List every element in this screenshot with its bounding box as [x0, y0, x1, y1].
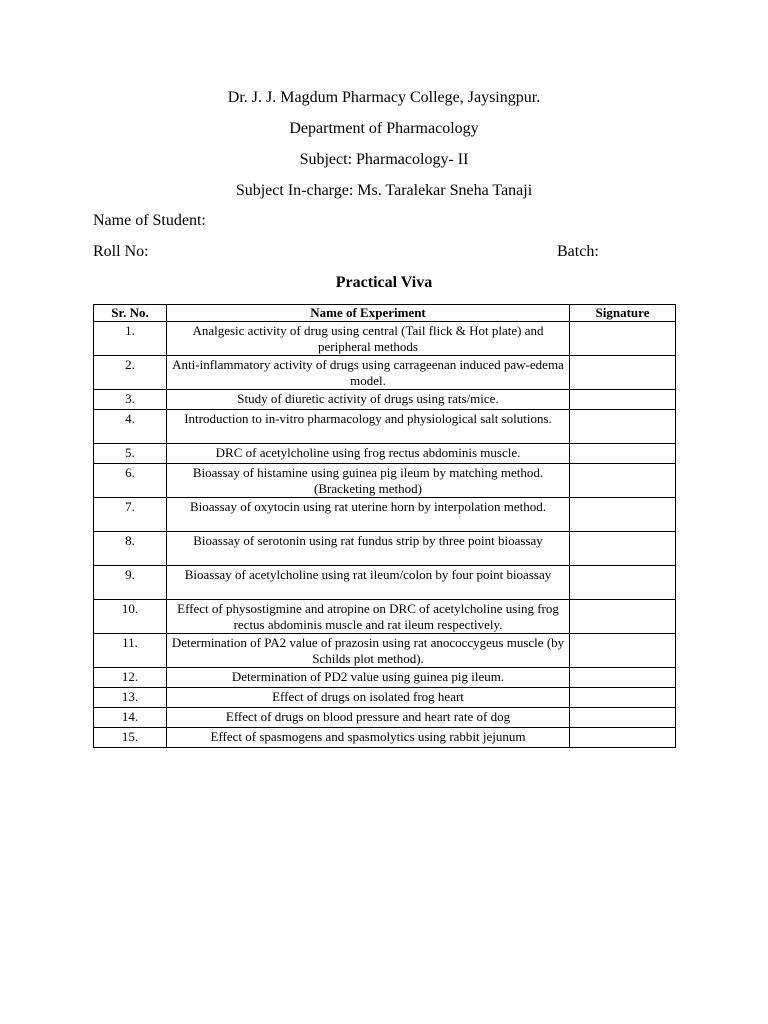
table-row	[94, 668, 676, 688]
table-row	[94, 708, 676, 728]
college-name: Dr. J. J. Magdum Pharmacy College, Jaysingpur.	[227, 89, 541, 106]
sr-no-cell: 4.	[94, 410, 167, 444]
sr-no-cell: 11.	[94, 634, 167, 668]
sr-no-cell: 15.	[94, 728, 167, 748]
table-row	[94, 634, 676, 668]
experiment-cell: Anti-inflammatory activity of drugs using carrageenan induced paw-edema model.	[167, 356, 570, 390]
sr-no-cell: 8.	[94, 532, 167, 566]
experiment-cell: Bioassay of oxytocin using rat uterine horn by interpolation method.	[167, 498, 570, 532]
sr-no-cell: 14.	[94, 708, 167, 728]
experiment-cell: Determination of PD2 value using guinea pig ileum.	[167, 668, 570, 688]
sr-no-cell: 3.	[94, 390, 167, 410]
signature-cell	[570, 566, 676, 600]
table-row	[94, 464, 676, 498]
table-row	[94, 688, 676, 708]
sr-no-cell: 7.	[94, 498, 167, 532]
signature-header: Signature	[570, 305, 676, 322]
signature-cell	[570, 322, 676, 356]
experiment-cell: Effect of drugs on blood pressure and heart rate of dog	[167, 708, 570, 728]
signature-cell	[570, 498, 676, 532]
experiment-cell: DRC of acetylcholine using frog rectus abdominis muscle.	[167, 444, 570, 464]
experiment-cell: Bioassay of acetylcholine using rat ileum/colon by four point bioassay	[167, 566, 570, 600]
signature-cell	[570, 668, 676, 688]
sr-no-cell: 10.	[94, 600, 167, 634]
experiment-header: Name of Experiment	[167, 305, 570, 322]
sr-no-cell: 12.	[94, 668, 167, 688]
subject-incharge-line: Subject In-charge: Ms. Taralekar Sneha Tanaji	[235, 182, 533, 199]
sr-no-cell: 9.	[94, 566, 167, 600]
signature-cell	[570, 728, 676, 748]
signature-cell	[570, 444, 676, 464]
section-title: Practical Viva	[335, 274, 433, 291]
experiments-table	[93, 304, 676, 748]
roll-no-label: Roll No:	[93, 243, 149, 260]
sr-no-header: Sr. No.	[94, 305, 167, 322]
subject-line: Subject: Pharmacology- II	[299, 151, 469, 168]
sr-no-cell: 2.	[94, 356, 167, 390]
batch-label: Batch:	[557, 243, 599, 260]
table-row	[94, 444, 676, 464]
table-header-row	[94, 305, 676, 322]
signature-cell	[570, 410, 676, 444]
signature-cell	[570, 532, 676, 566]
experiment-cell: Bioassay of serotonin using rat fundus strip by three point bioassay	[167, 532, 570, 566]
sr-no-cell: 1.	[94, 322, 167, 356]
signature-cell	[570, 708, 676, 728]
table-row	[94, 600, 676, 634]
signature-cell	[570, 688, 676, 708]
table-row	[94, 356, 676, 390]
sr-no-cell: 6.	[94, 464, 167, 498]
sr-no-cell: 5.	[94, 444, 167, 464]
experiment-cell: Effect of spasmogens and spasmolytics using rabbit jejunum	[167, 728, 570, 748]
experiment-cell: Study of diuretic activity of drugs using rats/mice.	[167, 390, 570, 410]
experiment-cell: Effect of drugs on isolated frog heart	[167, 688, 570, 708]
table-row	[94, 390, 676, 410]
sr-no-cell: 13.	[94, 688, 167, 708]
table-row	[94, 322, 676, 356]
table-row	[94, 410, 676, 444]
signature-cell	[570, 356, 676, 390]
experiment-cell: Determination of PA2 value of prazosin using rat anococcygeus muscle (by Schilds plot method).	[167, 634, 570, 668]
table-row	[94, 532, 676, 566]
signature-cell	[570, 464, 676, 498]
experiment-cell: Analgesic activity of drug using central (Tail flick & Hot plate) and peripheral methods	[167, 322, 570, 356]
table-row	[94, 498, 676, 532]
student-name-label: Name of Student:	[93, 212, 206, 229]
table-row	[94, 566, 676, 600]
department-name: Department of Pharmacology	[289, 120, 479, 137]
experiment-cell: Introduction to in-vitro pharmacology and physiological salt solutions.	[167, 410, 570, 444]
experiment-cell: Effect of physostigmine and atropine on DRC of acetylcholine using frog rectus abdominis muscle and rat ileum respectively.	[167, 600, 570, 634]
signature-cell	[570, 390, 676, 410]
table-row	[94, 728, 676, 748]
signature-cell	[570, 600, 676, 634]
experiment-cell: Bioassay of histamine using guinea pig ileum by matching method. (Bracketing method)	[167, 464, 570, 498]
signature-cell	[570, 634, 676, 668]
